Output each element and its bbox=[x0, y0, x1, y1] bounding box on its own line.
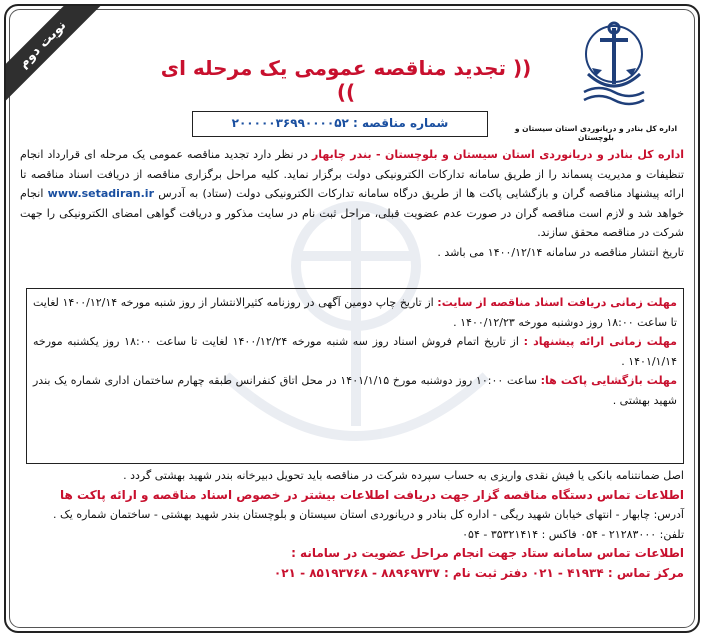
download-deadline-label: مهلت زمانی دریافت اسناد مناقصه از سایت: bbox=[437, 296, 677, 309]
phone-fax-line: تلفن: ۲۱۲۸۳۰۰۰ - ۰۵۴ فاکس : ۳۵۳۲۱۴۱۴ - ۰۵۴ bbox=[462, 527, 684, 541]
intro-text-part1: در نظر دارد تجدید مناقصه عمومی یک مرحله ای قرارداد انجام تنظیفات و مدیریت پسماند را از طریق سامانه تدارکات الکترونیکی دولت برگزار نماید. کلیه مراحل برگزاری مناقصه از دریافت اسناد مناقصه تا ارائه پیشنهاد مناقصه گران و بازگشایی پاکت ها از طریق درگاه سامانه تدارکات الکترونیکی دولت (ستاد) به آدرس bbox=[20, 148, 684, 201]
tender-number-label: شماره مناقصه : bbox=[353, 116, 449, 130]
footer-section bbox=[20, 466, 684, 584]
guarantee-line: اصل ضمانتنامه بانکی یا فیش نقدی واریزی به حساب سپرده شرکت در مناقصه باید تحویل دبیرخانه بندر شهید بهشتی گردد . bbox=[123, 469, 684, 482]
opening-deadline-text: ساعت ۱۰:۰۰ روز دوشنبه مورخ ۱۴۰۱/۱/۱۵ در محل اتاق کنفرانس طبقه چهارم ساختمان اداری شماره یک بندر شهید بهشتی . bbox=[33, 374, 677, 407]
submit-deadline-label: مهلت زمانی ارائه پیشنهاد : bbox=[523, 335, 677, 349]
notice-frame bbox=[4, 4, 700, 633]
website-link[interactable]: www.setadiran.ir bbox=[47, 187, 155, 201]
setad-contact-line: مرکز تماس : ۴۱۹۳۴ - ۰۲۱ دفتر ثبت نام : ۸۸۹۶۹۷۳۷ - ۸۵۱۹۳۷۶۸ - ۰۲۱ bbox=[273, 565, 684, 580]
organization-name: اداره کل بنادر و دریانوردی استان سیستان و بلوچستان - بندر چابهار bbox=[311, 148, 684, 161]
anchor-logo-icon bbox=[566, 14, 662, 110]
tender-number-box bbox=[192, 111, 488, 137]
page-title: (( تجدید مناقصه عمومی یک مرحله ای )) bbox=[160, 56, 532, 104]
tender-number-value: ۲۰۰۰۰۰۳۶۹۹۰۰۰۰۵۲ bbox=[231, 116, 349, 130]
ribbon-corner bbox=[6, 6, 116, 116]
deadlines-box bbox=[26, 288, 684, 464]
submit-deadline-text: از تاریخ اتمام فروش اسناد روز سه شنبه مورخه ۱۴۰۰/۱۲/۲۴ لغایت تا ساعت ۱۸:۰۰ روز یکشنبه مورخه ۱۴۰۱/۱/۱۴ . bbox=[33, 335, 677, 368]
contact-title: اطلاعات تماس دستگاه مناقصه گزار جهت دریافت اطلاعات بیشتر در خصوص اسناد مناقصه و ارائه پاکت ها bbox=[60, 487, 684, 502]
ribbon-label: نوبت دوم bbox=[6, 6, 105, 107]
download-deadline-text: از تاریخ چاپ دومین آگهی در روزنامه کثیرالانتشار از روز شنبه مورخه ۱۴۰۰/۱۲/۱۴ لغایت تا ساعت ۱۸:۰۰ روز دوشنبه مورخه ۱۴۰۰/۱۲/۲۳ . bbox=[33, 296, 677, 329]
publish-date-line: تاریخ انتشار مناقصه در سامانه ۱۴۰۰/۱۲/۱۴ می باشد . bbox=[437, 245, 684, 259]
opening-deadline-label: مهلت بازگشایی پاکت ها: bbox=[540, 374, 678, 388]
logo-caption: اداره کل بنادر و دریانوردی استان سیستان و بلوچستان bbox=[514, 124, 678, 142]
setad-contact-title: اطلاعات تماس سامانه ستاد جهت انجام مراحل عضویت در سامانه : bbox=[291, 546, 684, 561]
intro-section bbox=[20, 145, 684, 263]
intro-text-part2: انجام خواهد شد و لازم است مناقصه گران در صورت عدم عضویت قبلی، مراحل ثبت نام در سایت مذکور و دریافت گواهی امضای الکترونیکی را جهت شرکت در مناقصه محقق سازند. bbox=[20, 187, 684, 240]
address-line: آدرس: چابهار - انتهای خیابان شهید ریگی - اداره کل بنادر و دریانوردی استان سیستان و بلوچستان بندر شهید بهشتی - ساختمان شماره یک . bbox=[52, 508, 684, 522]
